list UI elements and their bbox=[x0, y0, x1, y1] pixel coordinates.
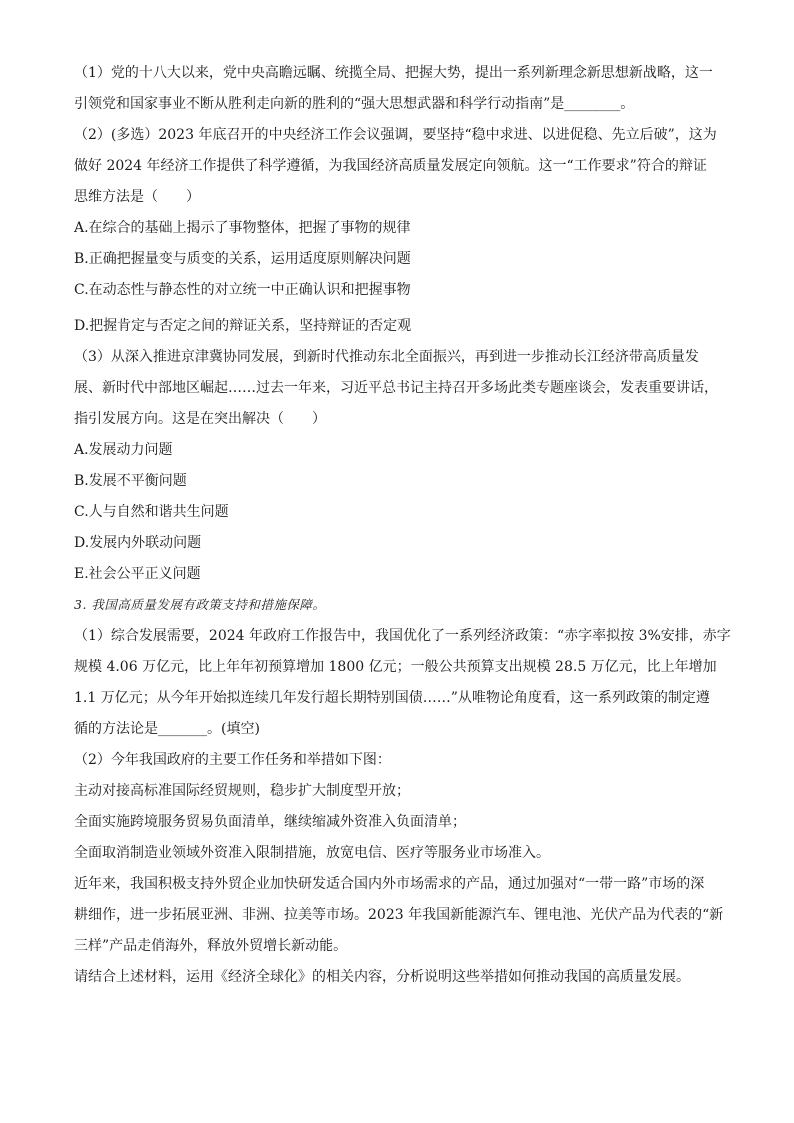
text-line: 引领党和国家事业不断从胜利走向新的胜利的“强大思想武器和科学行动指南”是________。 bbox=[74, 96, 635, 112]
option-b: B.发展不平衡问题 bbox=[74, 473, 187, 489]
option-a: A.在综合的基础上揭示了事物整体，把握了事物的规律 bbox=[74, 220, 411, 236]
text-line: 三样”产品走俏海外，释放外贸增长新动能。 bbox=[74, 938, 348, 954]
option-a: A.发展动力问题 bbox=[74, 442, 173, 458]
text-line: 请结合上述材料，运用《经济全球化》的相关内容，分析说明这些举措如何推动我国的高质量发展。 bbox=[74, 969, 690, 985]
text-line: （1）党的十八大以来，党中央高瞻远瞩、统揽全局、把握大势，提出一系列新理念新思想新战略，这一 bbox=[74, 65, 713, 81]
text-line: 全面实施跨境服务贸易负面清单，继续缩减外资准入负面清单； bbox=[74, 814, 466, 830]
text-line: 指引发展方向。这是在突出解决（ ） bbox=[74, 411, 326, 427]
question-2-2 bbox=[74, 124, 724, 337]
text-line: 全面取消制造业领域外资准入限制措施，放宽电信、医疗等服务业市场准入。 bbox=[74, 845, 550, 861]
text-line: 展、新时代中部地区崛起……过去一年来，习近平总书记主持召开多场此类专题座谈会，发表重要讲话， bbox=[74, 380, 718, 396]
text-line: 主动对接高标准国际经贸规则，稳步扩大制度型开放； bbox=[74, 783, 410, 799]
text-line: （1）综合发展需要，2024 年政府工作报告中，我国优化了一系列经济政策：“赤字率拟按 3%安排，赤字 bbox=[74, 628, 731, 644]
text-line: （2）今年我国政府的主要工作任务和举措如下图： bbox=[74, 752, 391, 768]
text-line: 近年来，我国积极支持外贸企业加快研发适合国内外市场需求的产品，通过加强对“一带一路”市场的深 bbox=[74, 876, 705, 892]
option-d: D.把握肯定与否定之间的辩证关系，坚持辩证的否定观 bbox=[74, 318, 412, 334]
text-line: （2）(多选）2023 年底召开的中央经济工作会议强调，要坚持“稳中求进、以进促稳、先立后破”，这为 bbox=[74, 127, 717, 143]
option-c: C.人与自然和谐共生问题 bbox=[74, 504, 229, 520]
text-line: 规模 4.06 万亿元，比上年年初预算增加 1800 亿元；一般公共预算支出规模 28.5 万亿元，比上年增加 bbox=[74, 659, 717, 675]
question-3-heading: 3. 我国高质量发展有政策支持和措施保障。 bbox=[74, 597, 326, 612]
question-2-1 bbox=[74, 62, 724, 115]
text-line: 做好 2024 年经济工作提供了科学遵循，为我国经济高质量发展定向领航。这一“工作要求”符合的辩证 bbox=[74, 158, 707, 174]
option-d: D.发展内外联动问题 bbox=[74, 535, 202, 551]
question-2-3 bbox=[74, 346, 724, 585]
text-line: （3）从深入推进京津冀协同发展，到新时代推动东北全面振兴，再到进一步推动长江经济带高质量发 bbox=[74, 349, 699, 365]
document-page bbox=[74, 62, 731, 988]
option-c: C.在动态性与静态性的对立统一中正确认识和把握事物 bbox=[74, 282, 411, 298]
option-b: B.正确把握量变与质变的关系，运用适度原则解决问题 bbox=[74, 251, 411, 267]
text-line: 1.1 万亿元；从今年开始拟连续几年发行超长期特别国债……”从唯物论角度看，这一系列政策的制定遵 bbox=[74, 690, 710, 706]
question-3 bbox=[74, 594, 731, 988]
text-line: 循的方法论是_______。(填空) bbox=[74, 721, 260, 737]
text-line: 思维方法是（ ） bbox=[74, 189, 200, 205]
text-line: 耕细作，进一步拓展亚洲、非洲、拉美等市场。2023 年我国新能源汽车、锂电池、光伏产品为代表的“新 bbox=[74, 907, 724, 923]
option-e: E.社会公平正义问题 bbox=[74, 566, 201, 582]
